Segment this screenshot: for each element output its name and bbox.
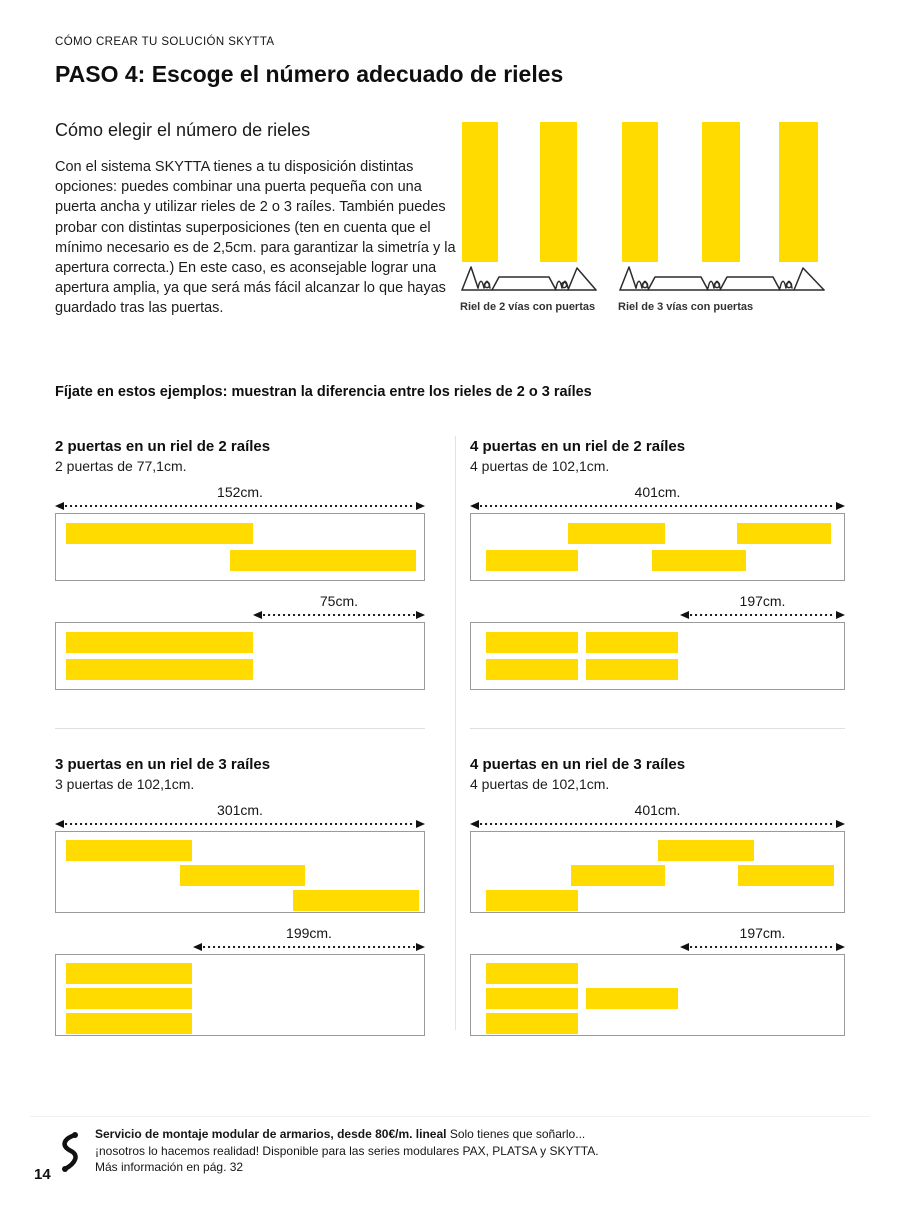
door-bar	[66, 988, 192, 1009]
door-bar	[66, 632, 253, 653]
door-bar	[230, 550, 416, 571]
dotted-line	[690, 614, 835, 616]
footer-service-note	[0, 1122, 900, 1202]
dotted-line	[690, 946, 835, 948]
dimension-line	[55, 819, 425, 828]
dimension-arrow	[680, 593, 845, 619]
arrowhead-right-icon	[416, 611, 425, 619]
door-bar	[586, 988, 679, 1009]
dimension-label: 75cm.	[319, 593, 359, 609]
rail-top-view-box	[470, 831, 845, 913]
example-subtitle: 3 puertas de 102,1cm.	[55, 776, 195, 792]
dimension-line	[680, 942, 845, 951]
door-bar	[702, 122, 740, 262]
arrowhead-left-icon	[55, 820, 64, 828]
door-bar	[486, 550, 579, 571]
rail-top-view-box	[55, 622, 425, 690]
example-diagram	[470, 484, 845, 581]
door-bar	[622, 122, 658, 262]
example-title: 4 puertas en un riel de 3 raíles	[470, 756, 686, 773]
assembly-service-icon	[58, 1130, 82, 1176]
intro-heading: Cómo elegir el número de rieles	[55, 120, 311, 140]
door-bar	[737, 523, 831, 544]
example-subtitle: 4 puertas de 102,1cm.	[470, 776, 610, 792]
door-bar	[66, 840, 192, 861]
dimension-line	[470, 501, 845, 510]
dotted-line	[65, 823, 415, 825]
arrowhead-right-icon	[836, 611, 845, 619]
door-bar	[486, 890, 579, 911]
intro-text	[55, 120, 457, 319]
rail-profile-2-icon	[460, 263, 600, 293]
dimension-line	[470, 819, 845, 828]
rail-top-view-box	[55, 513, 425, 581]
door-bar	[486, 1013, 579, 1034]
example-title: 2 puertas en un riel de 2 raíles	[55, 438, 271, 455]
door-bar	[568, 523, 665, 544]
example-subtitle: 2 puertas de 77,1cm.	[55, 458, 187, 474]
example-title: 3 puertas en un riel de 3 raíles	[55, 756, 271, 773]
dimension-label: 301cm.	[217, 802, 263, 818]
example-diagram	[55, 802, 425, 913]
door-bar	[486, 632, 579, 653]
dotted-line	[203, 946, 415, 948]
example-diagram	[55, 593, 425, 690]
rail-profile-3-icon	[618, 263, 833, 293]
column-divider	[455, 436, 456, 1030]
door-bar	[66, 659, 253, 680]
example-diagram	[470, 802, 845, 913]
page-title: PASO 4: Escoge el número adecuado de rieles	[55, 61, 564, 87]
intro-body: Con el sistema SKYTTA tienes a tu disposición distintas opciones: puedes combinar una puerta pequeña con una puerta ancha y utilizar rieles de 2 o 3 raíles. También puedes probar con distintas superposiciones (ten en cuenta que el mínimo necesario es de 2,5cm. para garantizar la simetría y la apertura correcta.) En este caso, es aconsejable lograr una apertura amplia, ya que será más fácil alcanzar lo que hayas guardado tras las puertas.	[55, 159, 456, 317]
dimension-line	[253, 610, 425, 619]
door-bar	[779, 122, 818, 262]
rail-top-view-box	[470, 513, 845, 581]
arrowhead-right-icon	[416, 502, 425, 510]
door-bar	[486, 988, 579, 1009]
dimension-label: 401cm.	[634, 484, 681, 500]
dimension-arrow	[193, 925, 425, 951]
catalog-page	[0, 36, 900, 1222]
dimension-line	[55, 501, 425, 510]
arrowhead-right-icon	[836, 943, 845, 951]
dimension-label: 401cm.	[634, 802, 681, 818]
rail-doors	[618, 122, 833, 262]
examples-intro: Fíjate en estos ejemplos: muestran la diferencia entre los rieles de 2 o 3 raíles	[55, 384, 592, 400]
footer-text	[95, 1126, 635, 1176]
dimension-label: 197cm.	[739, 593, 786, 609]
arrowhead-right-icon	[416, 943, 425, 951]
dimension-label: 199cm.	[286, 925, 332, 941]
dimension-arrow	[470, 484, 845, 510]
arrowhead-right-icon	[836, 820, 845, 828]
dimension-arrow	[680, 925, 845, 951]
example-diagram	[470, 925, 845, 1036]
rail-top-view-box	[55, 831, 425, 913]
dimension-label: 197cm.	[739, 925, 786, 941]
example-diagram	[470, 593, 845, 690]
arrowhead-left-icon	[680, 611, 689, 619]
footer-line-2: ¡nosotros lo hacemos realidad! Disponible para las series modulares PAX, PLATSA y SKYTTA.	[95, 1143, 599, 1158]
dotted-line	[65, 505, 415, 507]
arrowhead-left-icon	[193, 943, 202, 951]
intro-section	[55, 120, 845, 334]
rail-caption: Riel de 3 vías con puertas	[618, 301, 754, 313]
example-2-doors-2-rails	[55, 438, 425, 729]
door-bar	[66, 963, 192, 984]
footer-line-1	[95, 1126, 635, 1143]
door-bar	[540, 122, 577, 262]
footer-line-3: Más información en pág. 32	[95, 1160, 244, 1174]
arrowhead-left-icon	[253, 611, 262, 619]
dimension-line	[680, 610, 845, 619]
example-subtitle: 4 puertas de 102,1cm.	[470, 458, 610, 474]
rail-caption: Riel de 2 vías con puertas	[460, 301, 596, 313]
door-bar	[652, 550, 746, 571]
door-bar	[658, 840, 755, 861]
example-4-doors-2-rails	[470, 438, 845, 729]
door-bar	[486, 963, 579, 984]
example-4-doors-3-rails	[470, 729, 845, 1036]
dimension-label: 152cm.	[217, 484, 263, 500]
arrowhead-right-icon	[416, 820, 425, 828]
examples-section	[55, 384, 845, 1036]
example-diagram	[55, 484, 425, 581]
arrowhead-left-icon	[55, 502, 64, 510]
dimension-arrow	[470, 802, 845, 828]
dotted-line	[480, 505, 835, 507]
footer-divider	[30, 1116, 870, 1117]
rail-top-view-box	[470, 622, 845, 690]
dotted-line	[480, 823, 835, 825]
arrowhead-left-icon	[470, 502, 479, 510]
door-bar	[486, 659, 579, 680]
rail-figure-3-tracks	[618, 122, 833, 313]
rail-doors	[460, 122, 600, 262]
page-number: 14	[34, 1166, 51, 1183]
dimension-arrow	[55, 484, 425, 510]
door-bar	[738, 865, 835, 886]
section-eyebrow: CÓMO CREAR TU SOLUCIÓN SKYTTA	[55, 36, 275, 48]
dimension-arrow	[253, 593, 425, 619]
door-bar	[462, 122, 498, 262]
footer-bold: Servicio de montaje modular de armarios, desde 80€/m. lineal	[95, 1127, 447, 1141]
footer-regular: Solo tienes que soñarlo...	[449, 1127, 586, 1141]
arrowhead-right-icon	[836, 502, 845, 510]
door-bar	[180, 865, 304, 886]
rail-top-view-box	[55, 954, 425, 1036]
arrowhead-left-icon	[470, 820, 479, 828]
example-diagram	[55, 925, 425, 1036]
arrowhead-left-icon	[680, 943, 689, 951]
door-bar	[571, 865, 665, 886]
door-bar	[66, 523, 253, 544]
example-3-doors-3-rails	[55, 729, 425, 1036]
door-bar	[66, 1013, 192, 1034]
rail-top-view-box	[470, 954, 845, 1036]
example-title: 4 puertas en un riel de 2 raíles	[470, 438, 686, 455]
rail-figure-2-tracks	[460, 122, 600, 313]
dotted-line	[263, 614, 415, 616]
examples-grid	[55, 438, 845, 1036]
door-bar	[293, 890, 419, 911]
dimension-arrow	[55, 802, 425, 828]
door-bar	[586, 632, 679, 653]
dimension-line	[193, 942, 425, 951]
door-bar	[586, 659, 679, 680]
